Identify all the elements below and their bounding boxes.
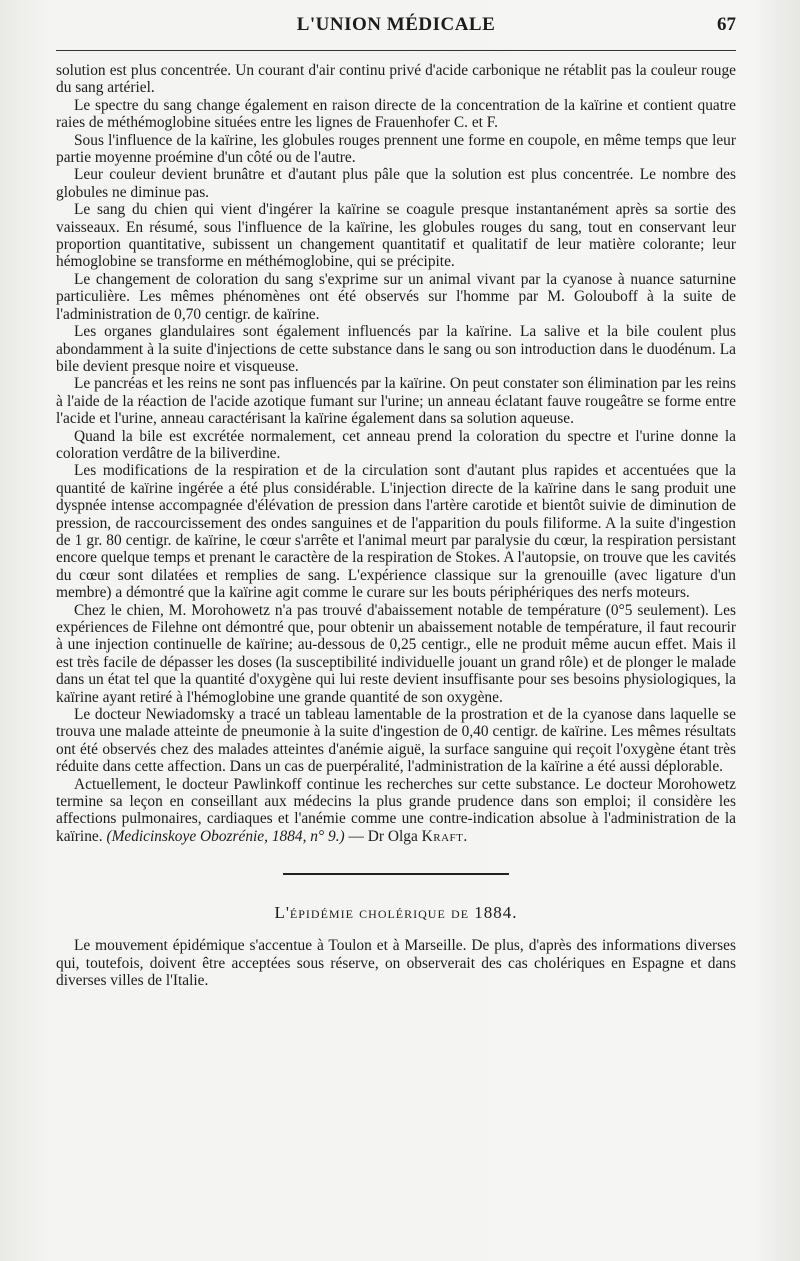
page-number: 67 [717, 14, 736, 35]
paragraph: Le pancréas et les reins ne sont pas influencés par la kaïrine. On peut constater son élimination par les reins à l'aide de la réaction de l'acide azotique fumant sur l'urine; un anneau éclatant fauve rougeâtre se forme entre l'acide et l'urine, anneau caractérisant la kaïrine également dans sa solution aqueuse. [56, 375, 736, 428]
paragraph: solution est plus concentrée. Un courant d'air continu privé d'acide carbonique ne rétablit pas la couleur rouge du sang artériel. [56, 62, 736, 97]
paragraph: Chez le chien, M. Morohowetz n'a pas trouvé d'abaissement notable de température (0°5 seulement). Les expériences de Filehne ont démontré que, pour obtenir un abaissement notable de température, il faut recourir à une injection continuelle de kaïrine; au-dessous de 0,25 centigr., elle ne produit même aucun effet. Mais il est très facile de dépasser les doses (la susceptibilité individuelle jouant un grand rôle) et de plonger le malade dans un état tel que la quantité d'oxygène qui lui reste devient insuffisante pour ses besoins physiologiques, la kaïrine ayant retiré à l'hémoglobine une grande quantité de son oxygène. [56, 601, 736, 706]
article-body [56, 62, 736, 990]
section-paragraph: Le mouvement épidémique s'accentue à Toulon et à Marseille. De plus, d'après des informations diverses qui, toutefois, doivent être acceptées sous réserve, on observerait des cas cholériques en Espagne et dans diverses villes de l'Italie. [56, 937, 736, 990]
paragraph: Le spectre du sang change également en raison directe de la concentration de la kaïrine et contient quatre raies de méthémoglobine situées entre les lignes de Frauenhofer C. et F. [56, 96, 736, 132]
citation: (Medicinskoye Obozrénie, 1884, n° 9.) [106, 827, 345, 845]
paragraph: Quand la bile est excrétée normalement, cet anneau prend la coloration du spectre et l'urine donne la coloration verdâtre de la biliverdine. [56, 427, 736, 462]
paragraph: Le changement de coloration du sang s'exprime sur un animal vivant par la cyanose à nuance saturnine particulière. Les mêmes phénomènes ont été observés sur l'homme par M. Golouboff à la suite de l'administration de 0,70 centigr. de kaïrine. [56, 270, 736, 323]
header-rule [56, 50, 736, 51]
running-title: L'UNION MÉDICALE [296, 14, 496, 35]
page-header [56, 14, 736, 42]
paragraph: Les organes glandulaires sont également influencés par la kaïrine. La salive et la bile coulent plus abondamment à la suite d'injections de cette substance dans le sang ou son introduction dans le duodénum. La bile devient presque noire et visqueuse. [56, 323, 736, 375]
paragraph: Le sang du chien qui vient d'ingérer la kaïrine se coagule presque instantanément après sa sortie des vaisseaux. En résumé, sous l'influence de la kaïrine, les globules rouges du sang, tout en conservant leur proportion quantitative, subissent un changement quantitatif et qualitatif de leur matière colorante; leur hémoglobine se transforme en méthémoglobine, qui se précipite. [56, 201, 736, 271]
paragraph: Le docteur Newiadomsky a tracé un tableau lamentable de la prostration et de la cyanose dans laquelle se trouva une malade atteinte de pneumonie à la suite d'ingestion de 0,40 centigr. de kaïrine. Les mêmes résultats ont été observés chez des malades atteintes d'anémie aiguë, la surface sanguine qui reçoit l'oxygène étant très réduite dans cette affection. Dans un cas de puerpéralité, l'administration de la kaïrine a été aussi déplorable. [56, 706, 736, 776]
author-first-name: Olga [387, 827, 418, 845]
signature-dash: — Dr [348, 827, 385, 845]
closing-text: Actuellement, le docteur Pawlinkoff continue les recherches sur cette substance. Le docteur Morohowetz termine sa leçon en conseillant aux médecins la plus grande prudence dans son emploi; il considère les affections pulmonaires, cardiaques et l'anémie comme une contre-indication absolue à l'administration de la kaïrine. [56, 775, 736, 845]
section-divider [283, 873, 509, 875]
closing-paragraph [56, 776, 736, 846]
paragraph: Leur couleur devient brunâtre et d'autant plus pâle que la solution est plus concentrée. Le nombre des globules ne diminue pas. [56, 166, 736, 201]
paragraph: Sous l'influence de la kaïrine, les globules rouges prennent une forme en coupole, en même temps que leur partie moyenne proémine d'un côté ou de l'autre. [56, 131, 736, 167]
signature [349, 828, 468, 845]
section-title: L'épidémie cholérique de 1884. [274, 903, 518, 923]
author-last-name: Kraft. [421, 827, 468, 845]
paragraph: Les modifications de la respiration et de la circulation sont d'autant plus rapides et accentuées que la quantité de kaïrine ingérée a été plus considérable. L'injection directe de la kaïrine dans le sang produit une dyspnée intense accompagnée d'élévation de pression dans l'artère carotide et bientôt suivie de diminution de pression, de raccourcissement des ondes sanguines et de l'apparition du pouls filiforme. A la suite d'ingestion de 1 gr. 80 centigr. de kaïrine, le cœur s'arrête et l'animal meurt par paralysie du cœur, la respiration persistant encore quelque temps et prenant le caractère de la respiration de Stokes. A l'autopsie, on trouve que les cavités du cœur sont dilatées et remplies de sang. L'expérience classique sur la grenouille (avec ligature d'un membre) a démontré que la kaïrine agit comme le curare sur les bouts périphériques des nerfs moteurs. [56, 462, 736, 602]
